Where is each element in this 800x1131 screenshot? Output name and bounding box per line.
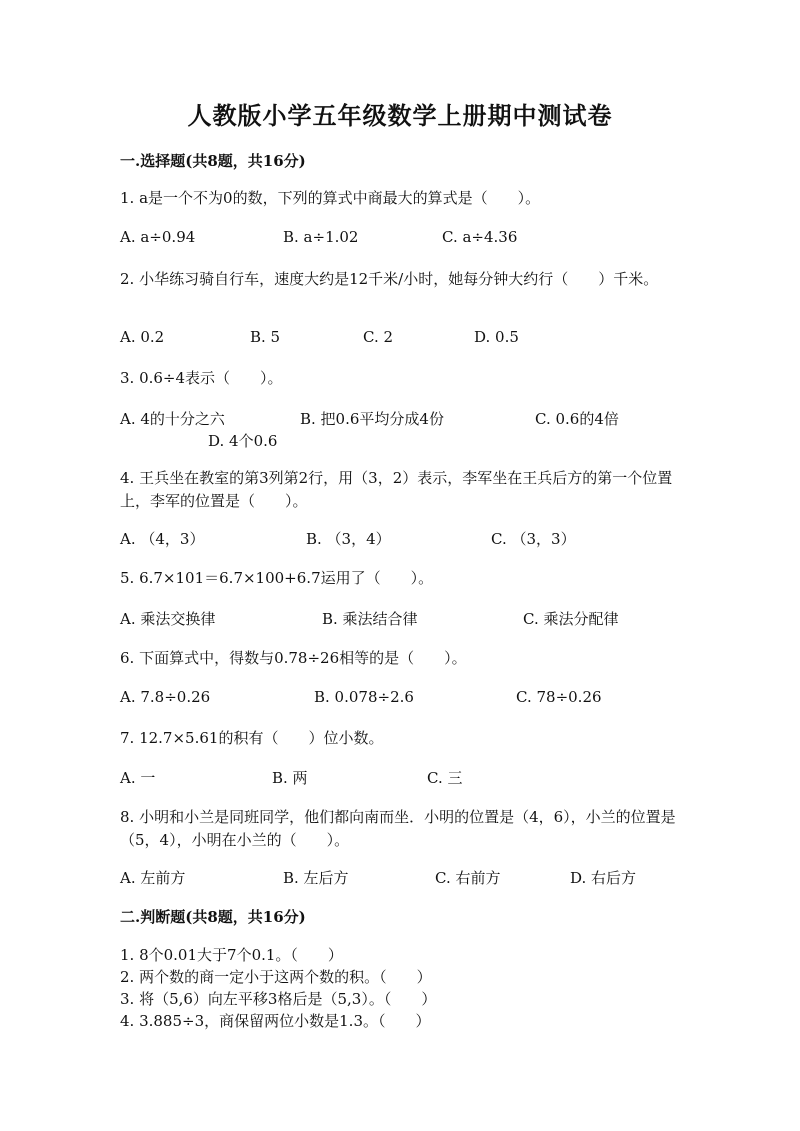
question-text: 8. 小明和小兰是同班同学，他们都向南而坐．小明的位置是（4，6），小兰的位置是（5，4），小明在小兰的（ ）。 (120, 808, 676, 849)
question-text: 4. 王兵坐在教室的第3列第2行，用（3，2）表示，李军坐在王兵后方的第一个位置上，李军的位置是（ ）。 (120, 469, 673, 510)
options-row (120, 408, 680, 456)
option: B. 两 (272, 769, 308, 787)
option: D. 4个0.6 (208, 432, 278, 450)
question-text: 3. 0.6÷4表示（ ）。 (120, 369, 283, 387)
option: B. 乘法结合律 (322, 610, 418, 628)
option: A. 4的十分之六 (120, 410, 225, 428)
judgement-item: 1. 8个0.01大于7个0.1。（ ） (120, 946, 343, 964)
option: A. 0.2 (120, 328, 165, 346)
option: D. 右后方 (570, 869, 637, 887)
option: C. 乘法分配律 (523, 610, 619, 628)
option: B. （3，4） (306, 530, 391, 548)
question-text: 2. 小华练习骑自行车，速度大约是12千米/小时，她每分钟大约行（ ）千米。 (120, 270, 659, 288)
option: A. 7.8÷0.26 (120, 688, 211, 706)
option: C. （3，3） (491, 530, 576, 548)
option: D. 0.5 (474, 328, 519, 346)
option: C. 2 (363, 328, 394, 346)
option: B. 0.078÷2.6 (314, 688, 414, 706)
option: C. 78÷0.26 (516, 688, 602, 706)
option: C. 0.6的4倍 (535, 410, 619, 428)
judgement-item: 3. 将（5,6）向左平移3格后是（5,3）。（ ） (120, 990, 437, 1008)
option: A. 左前方 (120, 869, 186, 887)
question-text: 5. 6.7×101＝6.7×100+6.7运用了（ ）。 (120, 569, 434, 587)
option: B. 左后方 (283, 869, 349, 887)
page-title: 人教版小学五年级数学上册期中测试卷 (187, 101, 613, 130)
option: C. 三 (427, 769, 463, 787)
option: B. a÷1.02 (283, 228, 359, 246)
question-text: 6. 下面算式中，得数与0.78÷26相等的是（ ）。 (120, 649, 467, 667)
question-text: 1. a是一个不为0的数，下列的算式中商最大的算式是（ ）。 (120, 189, 541, 207)
judgement-item: 4. 3.885÷3，商保留两位小数是1.3。（ ） (120, 1012, 431, 1030)
section-heading-judgement: 二.判断题(共8题，共16分) (120, 908, 306, 926)
judgement-item: 2. 两个数的商一定小于这两个数的积。（ ） (120, 968, 432, 986)
option: A. a÷0.94 (120, 228, 196, 246)
option: C. 右前方 (435, 869, 501, 887)
option: B. 5 (250, 328, 281, 346)
option: A. 一 (120, 769, 156, 787)
option: A. （4，3） (120, 530, 205, 548)
option: C. a÷4.36 (442, 228, 518, 246)
section-heading-choice: 一.选择题(共8题，共16分) (120, 152, 306, 170)
question-text: 7. 12.7×5.61的积有（ ）位小数。 (120, 729, 384, 747)
option: A. 乘法交换律 (120, 610, 216, 628)
option: B. 把0.6平均分成4份 (300, 410, 444, 428)
